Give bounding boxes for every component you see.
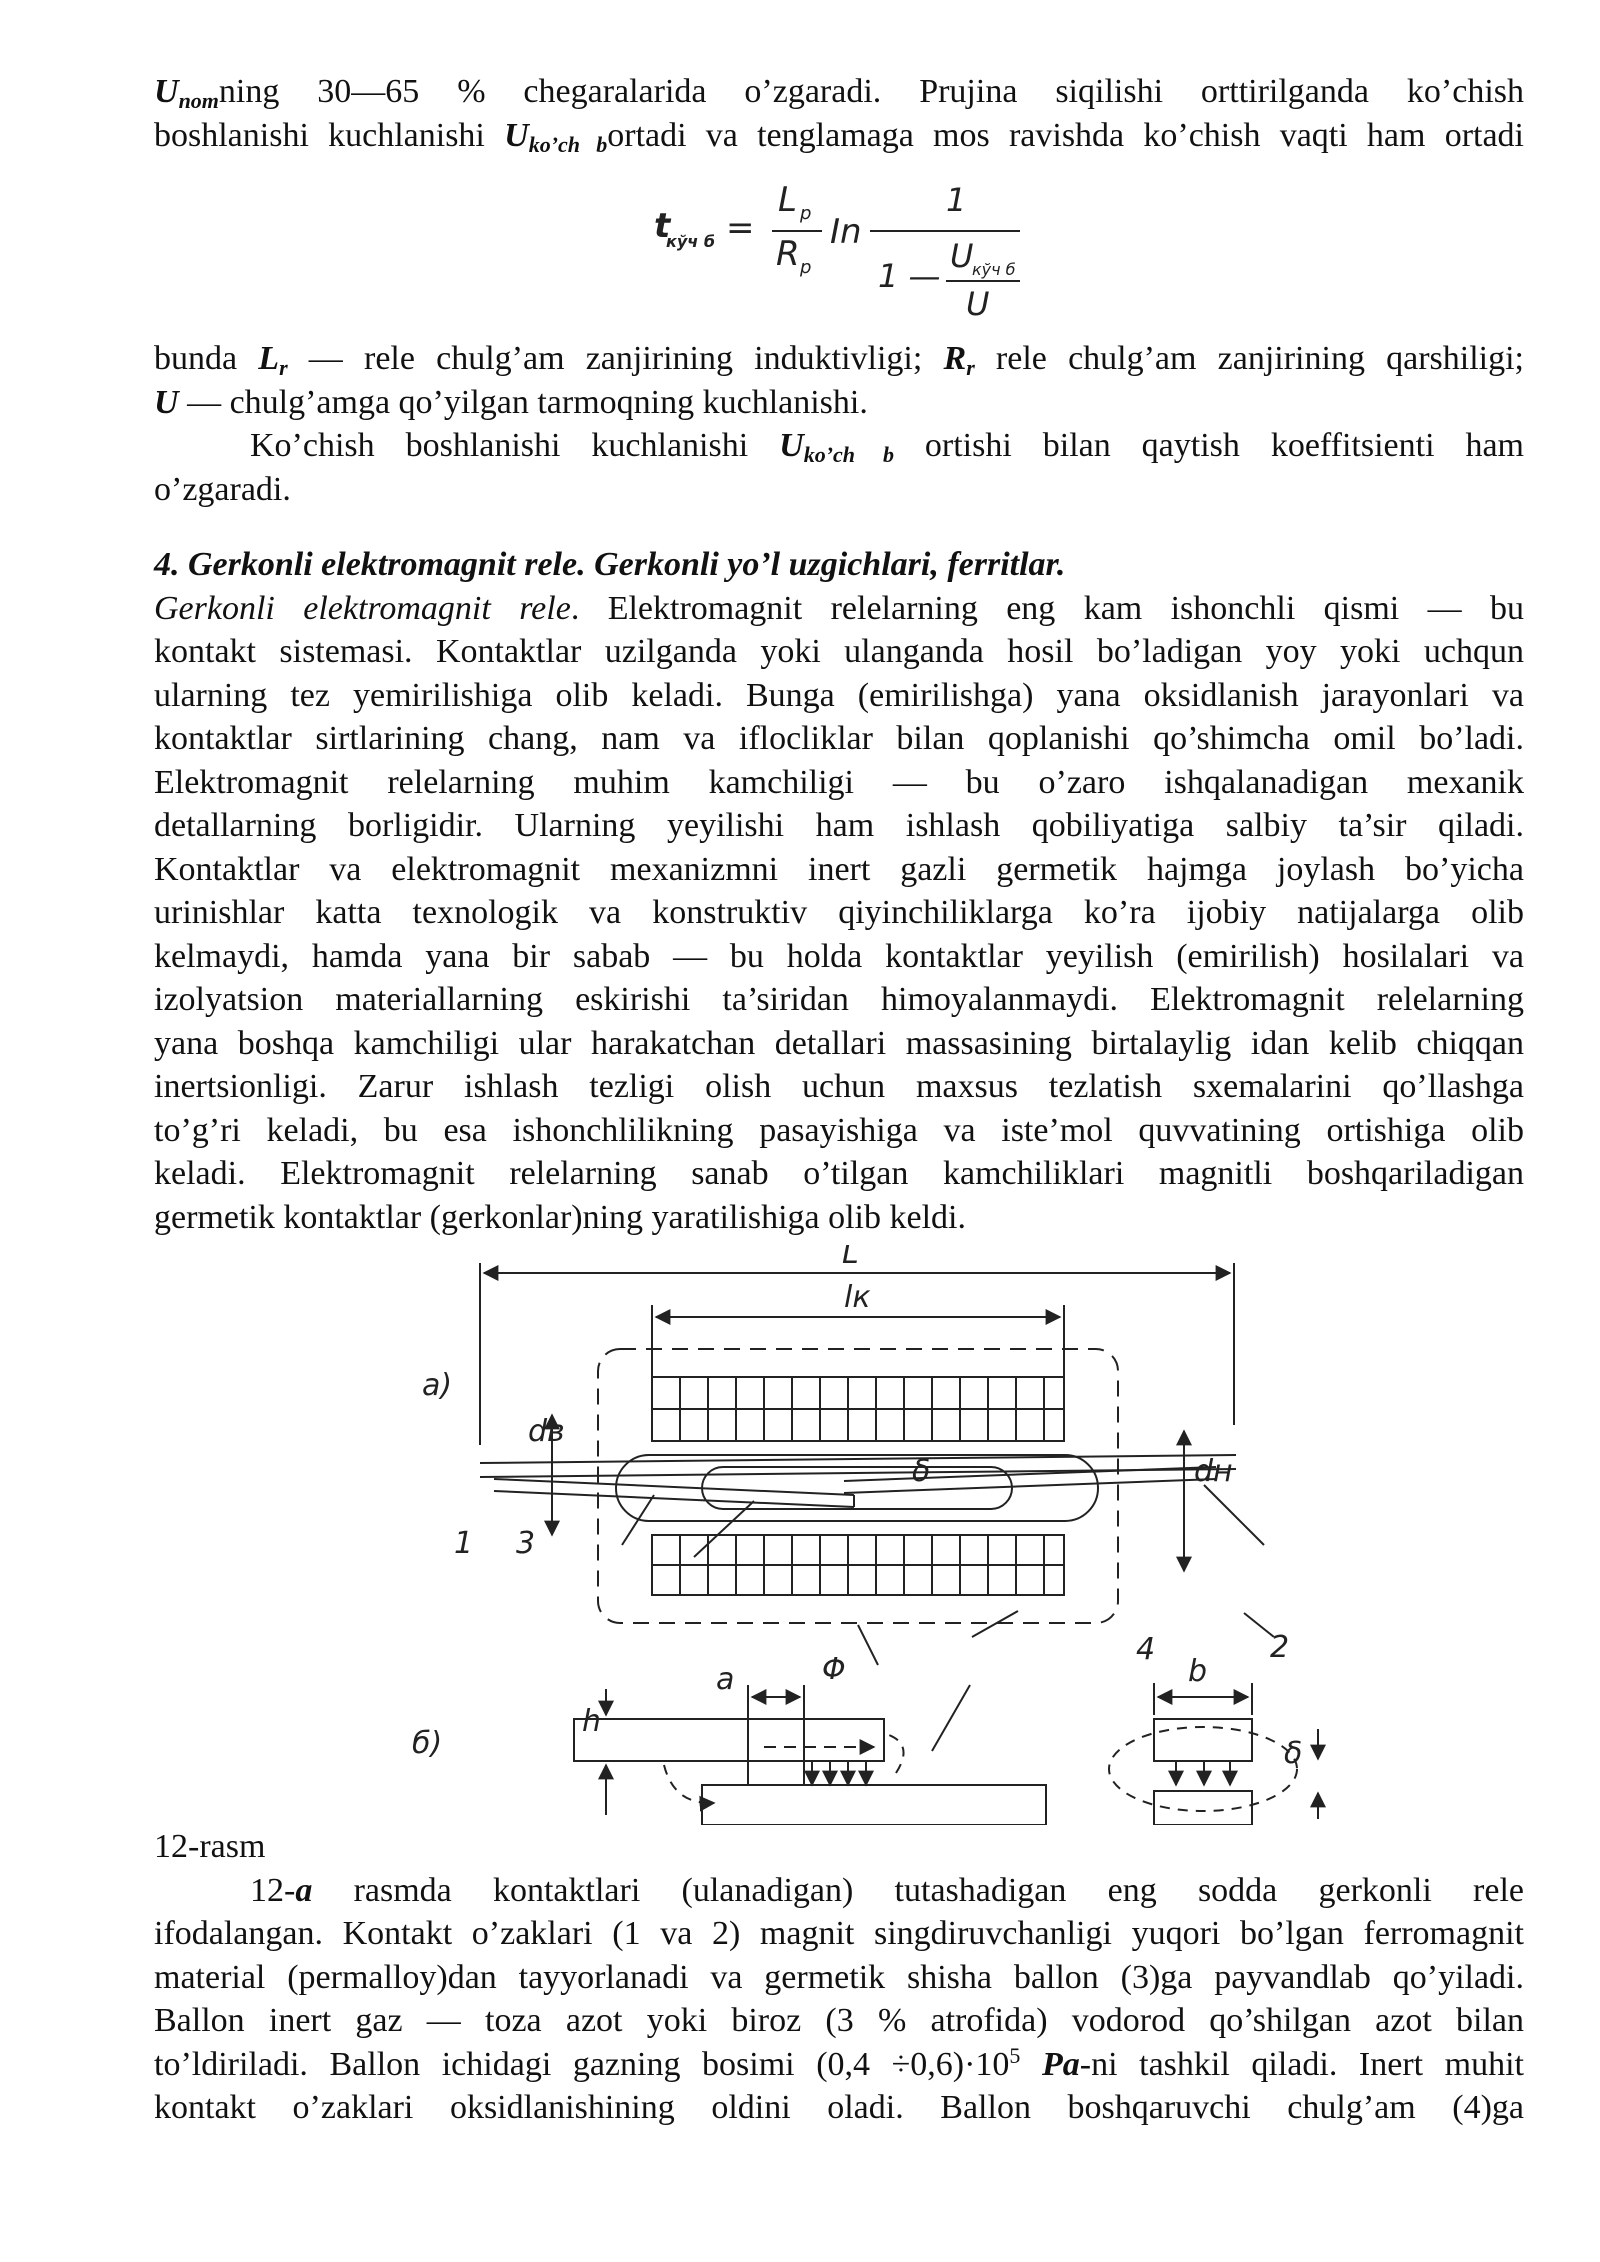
formula-lhs-sub: кўч б xyxy=(666,232,716,251)
formula-ln: In xyxy=(830,212,862,252)
text-line: ularning tez yemirilishiga olib keladi. Bunga (emirilishga) yana oksidlanish jarayonlari va xyxy=(154,676,1524,714)
text-line: keladi. Elektromagnit relelarning sanab o’tilgan kamchiliklari magnitli boshqariladigan xyxy=(154,1155,1524,1192)
contact-pair-right-upper xyxy=(1154,1719,1252,1761)
symbol-u: U xyxy=(154,383,179,421)
label-phi: Φ xyxy=(822,1652,846,1687)
label-a: a) xyxy=(422,1368,453,1403)
text: ortadi va tenglamaga mos ravishda ko’chish vaqti ham ortadi xyxy=(607,116,1524,154)
leader-line xyxy=(1204,1485,1264,1545)
leader-line xyxy=(858,1625,878,1665)
mounting-plane xyxy=(480,1455,1236,1463)
formula-u: U xyxy=(966,285,990,319)
symbol-u: U xyxy=(154,73,179,110)
text: Ko’chish boshlanishi kuchlanishi xyxy=(250,427,780,464)
text-line: Elektromagnit relelarning muhim kamchiligi — bu o’zaro ishqalanadigan mexanik xyxy=(154,763,1524,801)
text-line: inertsionligi. Zarur ishlash tezligi olish uchun maxsus tezlatish sxemalarini qo’llashga xyxy=(154,1068,1524,1105)
label-a-small: a xyxy=(716,1662,735,1697)
text-line: kontakt o’zaklari oksidlanishining oldini oladi. Ballon boshqaruvchi chulg’am (4)ga xyxy=(154,2089,1524,2126)
leader-line xyxy=(932,1685,970,1751)
formula-ukochb-sub: кўч б xyxy=(972,260,1016,279)
symbol-u-subscript: ko’ch b xyxy=(803,442,894,467)
text-line: izolyatsion materiallarning eskirishi ta’siridan himoyalanmaydi. Elektromagnit relelarning xyxy=(154,981,1524,1018)
symbol-u: U xyxy=(504,116,529,154)
text: — chulg’amga qo’yilgan tarmoqning kuchlanishi. xyxy=(178,383,868,421)
formula-lhs: t xyxy=(654,206,671,246)
symbol-r: R xyxy=(943,340,967,377)
paragraph-definitions xyxy=(154,337,1524,424)
text-line: urinishlar katta texnologik va konstruktiv qiyinchiliklarga ko’ra ijobiy natijalarga olib xyxy=(154,894,1524,931)
exponent: 5 xyxy=(1009,2042,1021,2068)
label-b-small: b xyxy=(1188,1654,1208,1689)
paragraph-return-coefficient xyxy=(154,424,1524,511)
flux-path xyxy=(889,1735,904,1773)
text: boshlanishi kuchlanishi xyxy=(154,116,505,154)
text: o’zgaradi. xyxy=(154,470,291,508)
text-line: material (permalloy)dan tayyorlanadi va germetik shisha ballon (3)ga payvandlab qo’yiladi. xyxy=(154,1958,1524,1996)
formula-equals: = xyxy=(726,208,755,248)
symbol-r-subscript: r xyxy=(966,355,975,380)
label-2: 2 xyxy=(1270,1630,1290,1665)
formula-switching-time xyxy=(154,161,1524,319)
document-page xyxy=(154,70,1524,2130)
formula-lp: L xyxy=(778,180,797,220)
text: rele chulg’am zanjirining qarshiligi; xyxy=(974,340,1525,377)
text: bunda xyxy=(154,340,259,377)
formula-rp: R xyxy=(776,234,800,274)
label-dn: dн xyxy=(1194,1454,1233,1489)
formula-ukochb: U xyxy=(950,237,974,275)
text-line: Kontaktlar va elektromagnit mexanizmni inert gazli germetik hajmga joylash bo’yicha xyxy=(154,850,1524,888)
symbol-l: L xyxy=(258,340,280,377)
contact-pair-upper xyxy=(574,1719,884,1761)
formula-one-minus: 1 — xyxy=(878,257,941,295)
text: ortishi bilan qaytish koeffitsienti ham xyxy=(893,427,1524,464)
label-4: 4 xyxy=(1136,1632,1156,1667)
figure-caption: 12-rasm xyxy=(154,1828,266,1865)
symbol-l-subscript: r xyxy=(279,355,288,380)
text-line: germetik kontaktlar (gerkonlar)ning yaratilishiga olib keldi. xyxy=(154,1198,966,1236)
text: rasmda kontaktlari (ulanadigan) tutashadigan eng sodda gerkonli rele xyxy=(312,1871,1524,1909)
coil-bottom-windings xyxy=(652,1535,1064,1595)
contact-blade-2 xyxy=(844,1467,1216,1481)
paragraph-reed-relay xyxy=(154,587,1524,1240)
label-h: h xyxy=(582,1704,602,1739)
reed-relay-diagram xyxy=(154,1245,1524,1825)
text-line: to’g’ri keladi, bu esa ishonchlilikning pasayishiga va iste’mol quvvatining ortishiga olib xyxy=(154,1111,1524,1149)
figure-ref: a xyxy=(295,1871,313,1909)
symbol-u-subscript: nom xyxy=(178,88,219,113)
formula-graphic xyxy=(154,161,1524,319)
label-3: 3 xyxy=(516,1526,536,1561)
figure-reed-relay xyxy=(154,1245,1524,1825)
symbol-u-subscript: ko’ch b xyxy=(528,131,608,157)
lead-term: Gerkonli elektromagnit rele xyxy=(154,589,571,627)
unit-pa: Pa xyxy=(1042,2045,1080,2083)
text-line: Ballon inert gaz — toza azot yoki biroz (3 % atrofida) vodorod qo’shilgan azot bilan xyxy=(154,2002,1524,2039)
coil-top-windings xyxy=(652,1377,1064,1441)
label-dv: dв xyxy=(528,1414,565,1449)
text-line: detallarning borligidir. Ularning yeyilishi ham ishlash qobiliyatiga salbiy ta’sir qiladi. xyxy=(154,807,1524,844)
formula-one: 1 xyxy=(946,181,967,219)
label-delta: δ xyxy=(912,1454,931,1489)
symbol-u: U xyxy=(779,427,804,464)
contact-blade-2 xyxy=(844,1479,1216,1493)
text: -ni tashkil qiladi. Inert muhit xyxy=(1079,2045,1525,2083)
text: to’ldiriladi. Ballon ichidagi gazning bosimi (0,4 ÷0,6)·10 xyxy=(154,2045,1010,2083)
text: . Elektromagnit relelarning eng kam ishonchli qismi — bu xyxy=(570,589,1524,627)
text-line: kelmaydi, hamda yana bir sabab — bu holda kontaktlar yeyilish (emirilish) hosilalari va xyxy=(154,937,1524,975)
formula-rp-sub: p xyxy=(800,257,812,278)
text-line: yana boshqa kamchiligi ular harakatchan detallari massasining birtalaylig idan kelib chiqqan xyxy=(154,1024,1524,1062)
paragraph-reed-description xyxy=(154,1869,1524,2130)
paragraph-voltage-range xyxy=(154,70,1524,157)
section-heading: 4. Gerkonli elektromagnit rele. Gerkonli yo’l uzgichlari, ferritlar. xyxy=(154,546,1066,583)
label-l: L xyxy=(842,1245,859,1271)
formula-lp-sub: p xyxy=(800,203,812,224)
text-line: kontakt sistemasi. Kontaktlar uzilganda yoki ulanganda hosil bo’ladigan yoy yoki uchqun xyxy=(154,633,1524,670)
contact-pair-lower xyxy=(702,1785,1046,1825)
label-1: 1 xyxy=(454,1526,474,1561)
label-b: б) xyxy=(412,1726,443,1761)
text-line: ifodalangan. Kontakt o’zaklari (1 va 2) magnit singdiruvchanligi yuqori bo’lgan ferromagnit xyxy=(154,1915,1524,1952)
text-line: kontaktlar sirtlarining chang, nam va ifloсliklar bilan qoplanishi qo’shimcha omil bo’ladi. xyxy=(154,720,1524,757)
label-delta2: δ xyxy=(1284,1736,1303,1771)
label-lk: lк xyxy=(844,1280,871,1315)
text: ning 30—65 % chegaralarida o’zgaradi. Prujina siqilishi orttirilganda ko’chish xyxy=(218,73,1524,110)
text: 12- xyxy=(250,1871,296,1909)
text: — rele chulg’am zanjirining induktivligi; xyxy=(287,340,944,377)
